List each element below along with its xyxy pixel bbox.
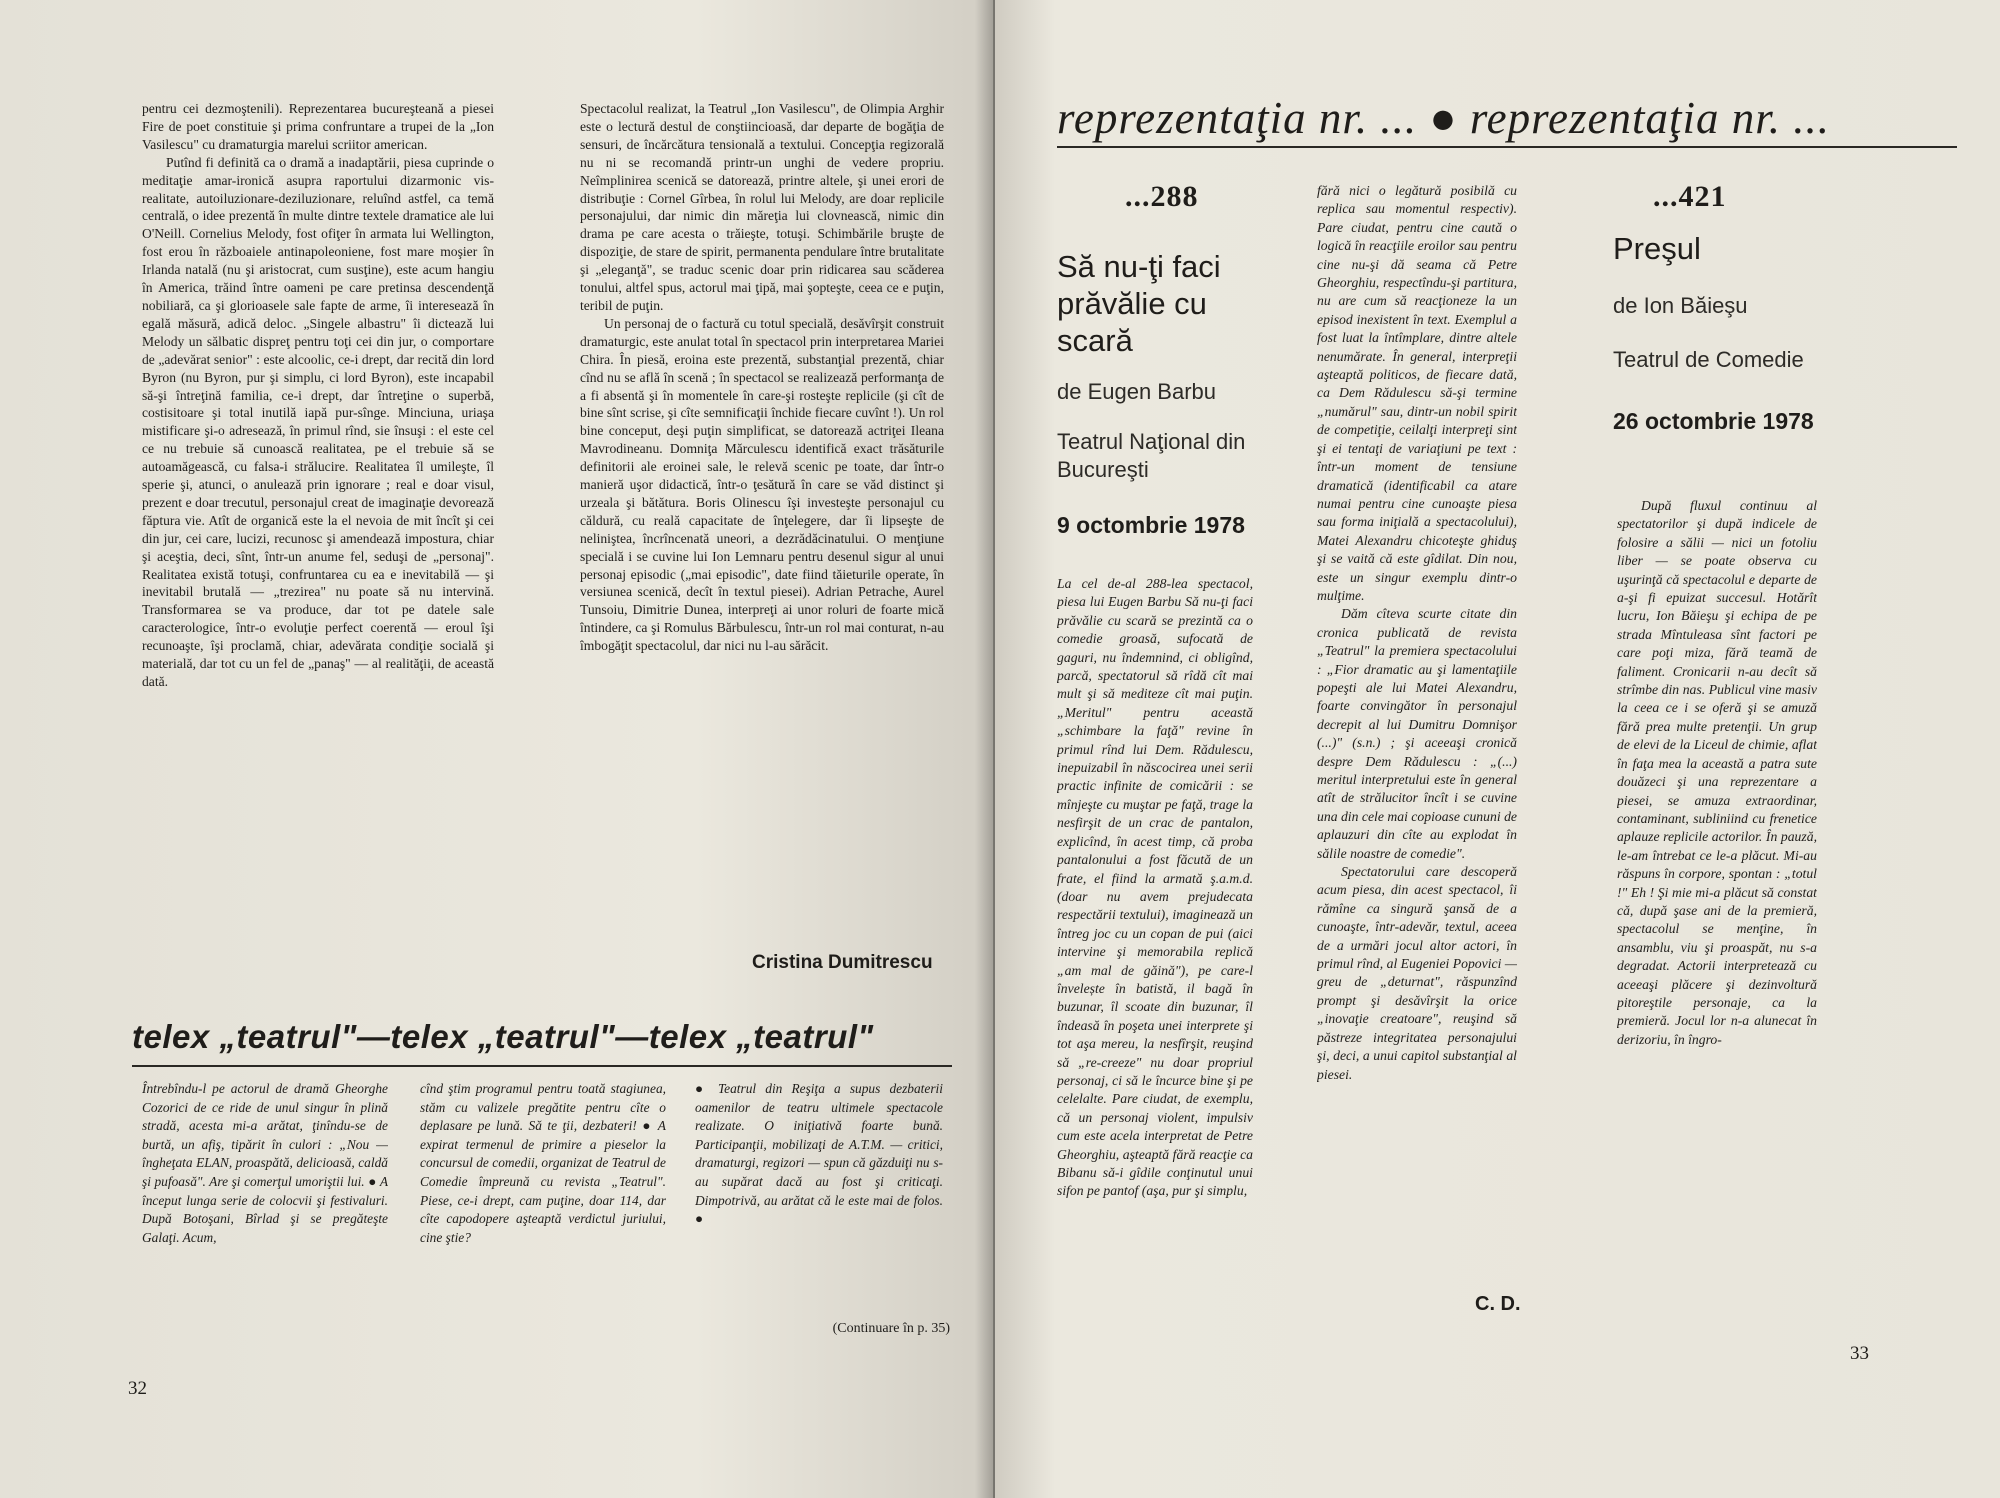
paragraph: Spectacolul realizat, la Teatrul „Ion Vasilescu", de Olimpia Arghir este o lectură destul de conştiincioasă, dar departe de bogăţia de sensuri, de încărcătura tensională a textului. Concepţia regizorală nu ni se recomandă printr-un unghi de vedere propriu. Neîmplinirea scenică se datorează, printre altele, şi unei erori de distribuţie : Cornel Gîrbea, în rolul lui Melody, are doar replicile personajului, dar nimic din măreţia lui clovnească, nimic din drama pe care acesta o trăieşte, totuşi. Schimbările bruşte de dispoziţie, de stare de spirit, permanenta pendulare între brutalitate şi „eleganţă", se traduc scenic doar prin ridicarea sau scăderea tonului, altfel spus, actorul mai ţipă, mai şopteşte, ceea ce e puţin, teribil de puţin. (580, 101, 944, 313)
left-article-column-1 (142, 100, 494, 962)
page-number: 32 (128, 1378, 147, 1399)
paragraph: Un personaj de o factură cu totul specială, desăvîrşit construit dramaturgic, este anulat total în spectacol prin interpretarea Mariei Chira. În piesă, eroina este prezentă, substanţial prezentă, chiar cînd nu se află în scenă ; în spectacol se realizează performanţa de a fi absentă şi în momentele în care-şi rosteşte replicile (şi cît de bine sînt scrise, şi cîte semnificaţii închide fiecare cuvînt !). Un rol bine conceput, deşi puţin simplificat, se datorează actriţei Ileana Mavrodineanu. Domniţa Mărculescu identifică exact trăsăturile definitorii ale eroinei sale, le relevă scenic pe toate, dar într-o manieră uşor didactică, într-o ţesătură în care se văd distinct şi urzeala şi bătătura. Boris Olinescu îşi investeşte personajul cu căldură, cu reală capacitate de înţelegere, dar îi lipseşte de neliniştea, încrîncenată uneori, a dezrădăcinatului. O menţiune specială i se cuvine lui Ion Lemnaru pentru desenul sigur al unui personaj episodic („mai episodic", date fiind tăieturile operate, în versiunea scenică, decît în textul piesei). Adrian Petrache, Aurel Tunsoiu, Dimitrie Dunea, interpreţi ai unor roluri de foarte mică întindere, ca şi Romulus Bărbulescu, într-un rol mai conturat, n-au îmbogăţit spectacolul, dar nici nu l-au sărăcit. (580, 315, 944, 654)
performance-number: ...288 (1125, 180, 1199, 213)
paragraph: După fluxul continuu al spectatorilor şi după indicele de folosire a sălii — nici un fotoliu liber — se poate observa cu uşurinţă că spectacolul e departe de a-şi fi epuizat succesul. Hotărît lucru, Ion Băieşu şi echipa de pe strada Mîntuleasa sînt factori pe care poţi miza, fără teamă de faliment. Cronicarii n-au decît să strîmbe din nas. Publicul vine masiv la ceea ce i se oferă şi se amuză fără prea multe pretenţii. Un grup de elevi de la Liceul de chimie, aflat în faţa mea la această a patra sute douăzeci şi una reprezentare a piesei, se amuza extraordinar, contaminant, subliniind cu frenetice aplauze replicile actorilor. În pauză, le-am întrebat ce le-a plăcut. Mi-au răspuns în corpore, spontan : „totul !" Eh ! Şi mie mi-a plăcut să constat că, după şase ani de la premieră, spectacolul se menţine, în ansamblu, viu şi proaspăt, nu s-a degradat. Actorii interpretează cu aceeaşi plăcere şi dezinvoltură pitoreştile personaje, ca la premieră. Jocul lor n-a alunecat în derizoriu, în îngro- (1617, 498, 1817, 1047)
play-theatre: Teatrul de Comedie (1613, 347, 1804, 372)
paragraph: Dăm cîteva scurte citate din cronica publicată de revista „Teatrul" la premiera spectacolului : „Fior dramatic au şi lamentaţiile popeşti ale lui Matei Alexandru, foarte convingător în personajul decrepit al lui Dumitru Domnişor (...)" (s.n.) ; şi aceeaşi cronică despre Dem Rădulescu : „(...) meritul interpretului este în general atît de strălucitor încît i se cuvine una din cele mai copioase cununi de aplauzuri din cîte au explodat în sălile noastre de comedie". (1317, 606, 1517, 861)
right-page (995, 0, 2000, 1498)
paragraph: La cel de-al 288-lea spectacol, piesa lui Eugen Barbu Să nu-ţi faci prăvălie cu scară se prezintă ca o comedie groasă, sufocată de gaguri, nu îndemnind, ci obligînd, parcă, spectatorul să rîdă cît mai mult şi să mediteze cît mai puţin. „Meritul" pentru această „schimbare la faţă" revine în primul rînd lui Dem. Rădulescu, inepuizabil în născocirea unei serii practic infinite de comicării : se mînjeşte cu muştar pe faţă, trage la nesfirşit de un crac de pantalon, explicînd, în acest timp, că proba pantalonului a fost făcută de un frate, el fiind la armată ş.a.m.d. (doar nu avem prejudecata respectării textului), imaginează un întreg joc cu un copan de pui (aici intervine şi memorabila replică „am mal de găină"), pe care-l învelește în batistă, il bagă în buzunar, îl scoate din buzunar, îl îndeasă în poşeta unei interprete şi tot aşa mereu, la nesfîrşit, reuşind să „re-creeze" nu doar propriul personaj, ci să le încurce bine şi pe celelalte. Pare ciudat, de exemplu, că un personaj violent, impulsiv cum este acela interpretat de Petre Gheorghiu, aşteaptă fără reacţie ca Bibanu să-i gîdile conţinutul unui sifon pe pantof (aşa, pur şi simplu, (1057, 576, 1253, 1199)
continued-note: (Continuare în p. 35) (832, 1321, 950, 1336)
left-page (0, 0, 993, 1498)
paragraph: Spectatorului care descoperă acum piesa, din acest spectacol, îi rămîne ca singură şansă de a cunoaşte, într-adevăr, textul, aceea de a urmări jocul altor actori, în primul rînd, al Eugeniei Popovici — greu de „deturnat", răspunzînd prompt şi desăvîrşit la orice „inovaţie creatoare", reuşind să păstreze integritatea personajului şi, deci, a unui capitol substanţial al piesei. (1317, 864, 1517, 1082)
play-title: Să nu-ţi faci prăvălie cu scară (1057, 249, 1221, 358)
review-initials: C. D. (1475, 1293, 1521, 1315)
telex-divider (132, 1065, 952, 1067)
performance-number: ...421 (1653, 180, 1727, 213)
telex-item: ● Teatrul din Reşiţa a supus dezbaterii oamenilor de teatru ultimele spectacole realizate. O iniţiativă foarte bună. Participanţii, mobilizaţi de A.T.M. — critici, dramaturgi, regizori — spun că găzduiţi nu s-au supărat dacă au fost şi criticaţi. Dimpotrivă, au arătat că le este mai de folos. ● (695, 1081, 943, 1227)
paragraph: fără nici o legătură posibilă cu replica sau momentul respectiv). Pare ciudat, pentru cine caută o logică în reacţiile eroilor sau pentru cine nu-şi dă seama că Petre Gheorghiu, respectîndu-şi partitura, nu are cum să reacţioneze la un episod inexistent în text. Exemplul a fost luat la întîmplare, dintre altele nenumărate. În general, interpreţii aşteaptă politicos, de fiecare dată, ca Dem Rădulescu să-şi termine „numărul" sau, dintr-un nobil spirit de competiţie, ceilalţi interpreţi sint şi ei tentaţi de variaţiuni pe text : într-un moment de tensiune dramatică (identificabil ca atare numai pentru cine cunoaşte piesa sau forma iniţială a spectacolului), Matei Alexandru chicoteşte ghiduş şi se vaită că este gîdilat. Din nou, este un singur exemplu dintr-o mulţime. (1317, 183, 1517, 603)
telex-column-1 (142, 1080, 388, 1360)
play2-review-column (1617, 497, 1817, 1333)
play-date: 26 octombrie 1978 (1613, 408, 1814, 434)
paragraph: Putînd fi definită ca o dramă a inadaptării, piesa cuprinde o meditaţie amar-ironică asupra raportului dizarmonic vis-realitate, autoiluzionare-deziluzionare, reluînd astfel, ca temă centrală, o idee prezentă în multe dintre textele dramatice ale lui O'Neill. Cornelius Melody, fost ofiţer în armata lui Wellington, fost erou în războaiele antinapoleoniene, fost mare moşier în Irlanda natală (nu şi aristocrat, cum susţine), este acum hangiu în America, trăind între oameni pe care pretinsa descendenţă nobiliară, ca şi glorioasele sale fapte de arme, îi interesează în egală măsură, adică deloc. „Singele albastru" îi dictează lui Melody un sălbatic dispreţ pentru toţi cei din jur, o comportare de „adevărat senior" : este alcoolic, ce-i drept, dar recită din lord Byron (nu Byron, pur şi simplu, ci lord Byron), este incapabil să-şi întreţină familia, ce-i drept, dar întreţine o superbă, costisitoare şi total inutilă iapă pur-sînge. Minciuna, uriaşa mistificare şi-o adresează, în primul rînd, sie însuşi : el este cel ce nu trebuie să cunoască realitatea, pe el trebuie să se autoamăgească, cu falsa-i strălucire. Realitatea îl umileşte, îl sperie şi, atunci, o anulează prin ignorare ; real e doar visul, prezent e doar trecutul, personajul creat de imaginaţie devorează făptura vie. Atît de organică este la el nevoia de mit încît şi cei din jur, cei care, lucizi, recunosc şi amendează impostura, chiar şi aceştia, deci, sînt, într-un anume fel, seduşi de „personaj". Realitatea există totuşi, confruntarea cu ea e inevitabilă — şi inevitabil brutală — „trezirea" nu poate să nu intervină. Transformarea se va produce, dar tot pe datele sale caracterologice, într-o evoluţie perfect coerentă — eroul îşi recunoaşte, îşi proclamă, chiar, adevărata condiţie socială şi materială, dar tot cu un fel de „panaş" — al realităţii, de această dată. (142, 154, 494, 689)
telex-column-3 (695, 1080, 943, 1316)
paragraph: pentru cei dezmoştenili). Reprezentarea bucureşteană a piesei Fire de poet constituie şi prima confruntare a trupei de la „Ion Vasilescu" cu dramaturgia marelui scriitor american. (142, 101, 494, 152)
play-date: 9 octombrie 1978 (1057, 512, 1245, 538)
section-heading: reprezentaţia nr. ... ● reprezentaţia nr. ... (1057, 93, 1830, 143)
play1-review-column-1 (1057, 575, 1253, 1331)
telex-item: Întrebîndu-l pe actorul de dramă Gheorghe Cozorici de ce ride de unul singur în plină stradă, acesta mi-a arătat, ţinîndu-se de burtă, un afiş, tipărit în culori : „Nou — îngheţata ELAN, proaspătă, delicioasă, caldă şi pufoasă". Are şi comerţul umoriştii lui. ● A început lunga serie de colocvii şi festivaluri. După Botoşani, Bîrlad şi se pregăteşte Galaţi. Acum, (142, 1081, 388, 1245)
play-author: de Eugen Barbu (1057, 379, 1217, 404)
play-author: de Ion Băieşu (1613, 293, 1748, 318)
play-title: Preşul (1613, 231, 1701, 266)
section-divider (1057, 146, 1957, 148)
play-theatre: Teatrul Naţional din Bucureşti (1057, 429, 1246, 482)
page-number: 33 (1850, 1343, 1869, 1364)
telex-column-2 (420, 1080, 666, 1360)
article-author: Cristina Dumitrescu (752, 952, 933, 973)
left-article-column-2 (580, 100, 944, 942)
telex-item: cînd ştim programul pentru toată stagiunea, stăm cu valizele pregătite pentru cîte o deplasare pe lună. Să te ţii, dezbateri! ● A expirat termenul de primire a pieselor la concursul de comedii, organizat de Teatrul de Comedie împreună cu revista „Teatrul". Piese, ce-i drept, cam puţine, doar 114, dar cîte capodopere aşteaptă verdictul juriului, cine ştie? (420, 1081, 666, 1245)
telex-heading: telex „teatrul"—telex „teatrul"—telex „teatrul" (132, 1018, 874, 1055)
play1-review-column-2 (1317, 182, 1517, 1282)
